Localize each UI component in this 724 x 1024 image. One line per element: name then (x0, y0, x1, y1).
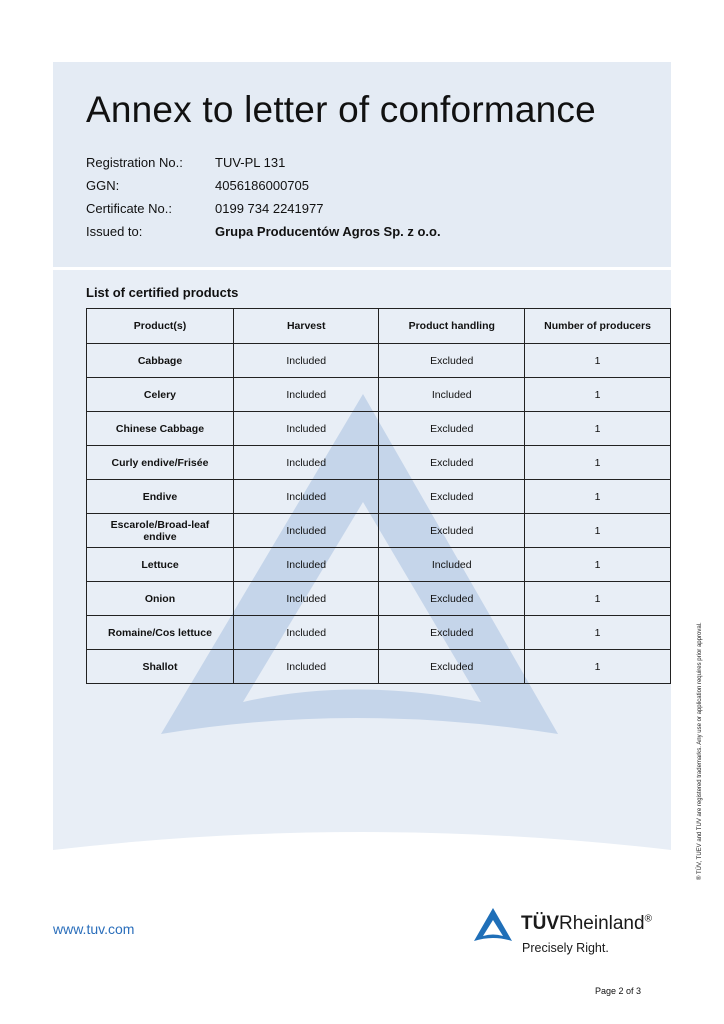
page-number: Page 2 of 3 (595, 986, 642, 996)
producers-cell: 1 (525, 412, 671, 446)
product-cell: Endive (87, 480, 234, 514)
table-row (87, 514, 671, 548)
issued-to-row (86, 220, 441, 243)
certificate-value: 0199 734 2241977 (215, 201, 324, 216)
website-link[interactable]: www.tuv.com (53, 921, 135, 937)
harvest-cell: Included (233, 582, 378, 616)
handling-cell: Included (379, 548, 525, 582)
table-row (87, 446, 671, 480)
harvest-cell: Included (233, 378, 378, 412)
ggn-row (86, 174, 441, 197)
column-header-harvest: Harvest (233, 309, 378, 344)
logo-name-rest: Rheinland (559, 913, 645, 934)
table-row (87, 616, 671, 650)
producers-cell: 1 (525, 582, 671, 616)
registration-label: Registration No.: (86, 155, 183, 170)
harvest-cell: Included (233, 446, 378, 480)
harvest-cell: Included (233, 412, 378, 446)
table-row (87, 412, 671, 446)
document-panel (53, 62, 671, 882)
ggn-value: 4056186000705 (215, 178, 309, 193)
product-cell: Lettuce (87, 548, 234, 582)
product-cell: Chinese Cabbage (87, 412, 234, 446)
harvest-cell: Included (233, 616, 378, 650)
column-header-products: Product(s) (87, 309, 234, 344)
certificate-label: Certificate No.: (86, 201, 172, 216)
registered-mark: ® (644, 913, 652, 925)
product-cell: Onion (87, 582, 234, 616)
column-header-product-handling: Product handling (379, 309, 525, 344)
product-cell: Romaine/Cos lettuce (87, 616, 234, 650)
registration-row (86, 151, 441, 174)
handling-cell: Excluded (379, 616, 525, 650)
column-header-number-of-producers: Number of producers (525, 309, 671, 344)
table-row (87, 650, 671, 684)
product-cell: Escarole/Broad-leaf endive (87, 514, 234, 548)
ggn-label: GGN: (86, 178, 120, 193)
product-cell: Curly endive/Frisée (87, 446, 234, 480)
handling-cell: Excluded (379, 514, 525, 548)
issued-to-value: Grupa Producentów Agros Sp. z o.o. (215, 224, 441, 239)
handling-cell: Excluded (379, 582, 525, 616)
issued-to-label: Issued to: (86, 224, 143, 239)
logo-wordmark (521, 913, 652, 935)
producers-cell: 1 (525, 650, 671, 684)
table-row (87, 582, 671, 616)
producers-cell: 1 (525, 480, 671, 514)
page-title: Annex to letter of conformance (86, 89, 596, 130)
harvest-cell: Included (233, 344, 378, 378)
logo-tagline: Precisely Right. (522, 941, 609, 955)
certificate-details (86, 151, 441, 243)
harvest-cell: Included (233, 480, 378, 514)
bottom-wave (53, 822, 671, 882)
certificate-row (86, 197, 441, 220)
tuv-rheinland-logo (473, 905, 673, 960)
handling-cell: Excluded (379, 480, 525, 514)
table-header-row (87, 309, 671, 344)
table-row (87, 548, 671, 582)
handling-cell: Excluded (379, 412, 525, 446)
trademark-note: ® TÜV, TUEV and TUV are registered trademarks. Any use or application requires prior approval. (697, 622, 703, 880)
producers-cell: 1 (525, 378, 671, 412)
producers-cell: 1 (525, 548, 671, 582)
section-title: List of certified products (86, 285, 239, 300)
handling-cell: Excluded (379, 446, 525, 480)
product-cell: Celery (87, 378, 234, 412)
product-cell: Cabbage (87, 344, 234, 378)
producers-cell: 1 (525, 616, 671, 650)
certified-products-table (86, 308, 671, 684)
product-cell: Shallot (87, 650, 234, 684)
handling-cell: Excluded (379, 344, 525, 378)
tuv-triangle-icon (473, 907, 513, 943)
handling-cell: Included (379, 378, 525, 412)
table-row (87, 378, 671, 412)
producers-cell: 1 (525, 446, 671, 480)
producers-cell: 1 (525, 514, 671, 548)
logo-name-bold: TÜV (521, 913, 559, 934)
harvest-cell: Included (233, 514, 378, 548)
registration-value: TUV-PL 131 (215, 155, 286, 170)
harvest-cell: Included (233, 548, 378, 582)
table-row (87, 480, 671, 514)
handling-cell: Excluded (379, 650, 525, 684)
table-row (87, 344, 671, 378)
harvest-cell: Included (233, 650, 378, 684)
producers-cell: 1 (525, 344, 671, 378)
